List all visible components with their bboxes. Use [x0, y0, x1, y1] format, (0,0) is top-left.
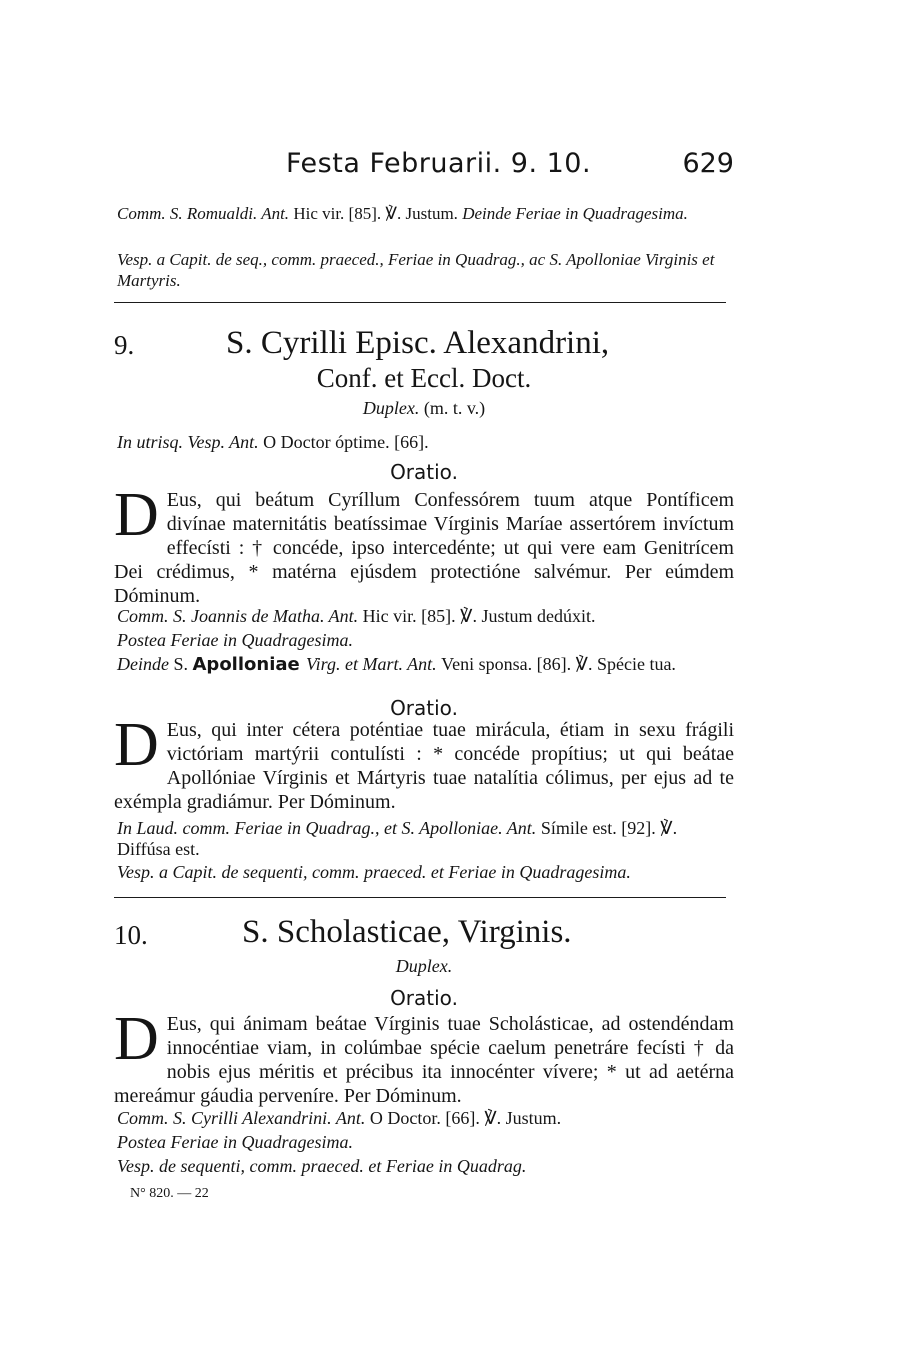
drop-cap: D	[114, 1005, 159, 1073]
text-run: Deinde	[117, 654, 174, 674]
text-run: Hic vir. [85]. ℣. Justum dedúxit.	[362, 606, 596, 626]
commemoration-note-2	[117, 630, 735, 651]
page-number: 629	[682, 148, 734, 179]
text-run: Vesp. a Capit. de seq., comm. praeced., Feriae in Quadrag., ac S. Apolloniae Virginis et Martyris.	[117, 250, 715, 290]
text-run: Virg. et Mart. Ant.	[306, 654, 442, 674]
intro-note-2	[117, 249, 735, 291]
prayer-cyril	[114, 481, 734, 608]
section-divider	[114, 897, 726, 898]
prayer-scholastica	[114, 1005, 734, 1108]
text-run: Postea Feriae in Quadragesima.	[117, 630, 353, 650]
feast-subtitle: Conf. et Eccl. Doct.	[316, 363, 532, 393]
commemoration-note-1	[117, 1108, 735, 1129]
commemoration-note-3	[117, 654, 735, 675]
feast-title: S. Scholasticae, Virginis.	[242, 914, 572, 950]
commemoration-note-2	[117, 1132, 735, 1153]
drop-cap: D	[114, 481, 159, 549]
feast-number: 9.	[114, 330, 135, 360]
rank-label: Duplex.	[395, 956, 453, 976]
prayer-text: Eus, qui inter cétera poténtiae tuae mirácula, étiam in sexu frágili victóriam martýrii contulísti : * concéde propítius; ut qui beátae Apollóniae Vírginis et Mártyris tuae natalítia cólimus, per ejus ad te exémpla gradiámur. Per Dóminum.	[114, 719, 734, 813]
text-run: Símile est. [92]. ℣. Diffúsa est.	[117, 818, 678, 859]
commemoration-note-1	[117, 606, 735, 627]
text-run: Comm. S. Joannis de Matha. Ant.	[117, 606, 363, 626]
text-run: S.	[173, 654, 193, 674]
printer-signature: N° 820. — 22	[130, 1186, 209, 1201]
text-run: Comm. S. Romualdi. Ant.	[117, 204, 294, 223]
feast-number: 10.	[114, 920, 148, 950]
text-run: Vesp. de sequenti, comm. praeced. et Feriae in Quadrag.	[117, 1156, 527, 1176]
prayer-text: Eus, qui ánimam beátae Vírginis tuae Scholásticae, ad ostendéndam innocéntiae viam, in colúmbae spécie caelum penetráre fecísti † da nobis ejus méritis et précibus ita innocénter vívere; * ut ad aetérna mereámur gáudia perveníre. Per Dóminum.	[114, 1013, 734, 1107]
feast-title: S. Cyrilli Episc. Alexandrini,	[226, 325, 610, 361]
text-run: Comm. S. Cyrilli Alexandrini. Ant.	[117, 1108, 370, 1128]
feast-rank	[114, 956, 734, 977]
oratio-heading: Oratio.	[390, 460, 458, 484]
text-run: Apolloniae	[192, 654, 306, 675]
rank-note: (m. t. v.)	[423, 398, 486, 418]
text-run: Vesp. a Capit. de sequenti, comm. praeced. et Feriae in Quadragesima.	[117, 862, 631, 882]
feast-rank	[114, 398, 734, 419]
running-title: Festa Februarii. 9. 10.	[286, 148, 592, 179]
text-run: In utrisq. Vesp. Ant.	[117, 432, 264, 452]
lauds-note	[117, 818, 735, 860]
prayer-text: Eus, qui beátum Cyríllum Confessórem tuum atque Pontíficem divínae maternitátis beatíssimae Vírginis Maríae assertórem invíctum effecísti : † concéde, ipso intercedénte; ut qui vere eam Genitrícem Dei crédimus, * matérna ejúsdem protectióne salvémur. Per eúmdem Dóminum.	[114, 489, 734, 607]
drop-cap: D	[114, 711, 159, 779]
text-run: O Doctor óptime. [66].	[263, 432, 429, 452]
text-run: Deinde Feriae in Quadragesima.	[462, 204, 688, 223]
commemoration-note-3	[117, 1156, 735, 1177]
vespers-line	[117, 432, 735, 453]
oratio-heading-2: Oratio.	[390, 696, 458, 720]
text-run: O Doctor. [66]. ℣. Justum.	[369, 1108, 562, 1128]
oratio-heading: Oratio.	[390, 986, 458, 1010]
vespers-note	[117, 862, 735, 883]
section-divider	[114, 302, 726, 303]
running-header	[114, 148, 734, 188]
text-run: Hic vir. [85]. ℣. Justum.	[293, 204, 463, 223]
intro-note-1	[117, 203, 735, 224]
text-run: In Laud. comm. Feriae in Quadrag., et S. Apolloniae. Ant.	[117, 818, 541, 838]
text-run: Veni sponsa. [86]. ℣. Spécie tua.	[441, 654, 676, 674]
rank-label: Duplex.	[362, 398, 420, 418]
text-run: Postea Feriae in Quadragesima.	[117, 1132, 353, 1152]
prayer-apollonia	[114, 711, 734, 814]
